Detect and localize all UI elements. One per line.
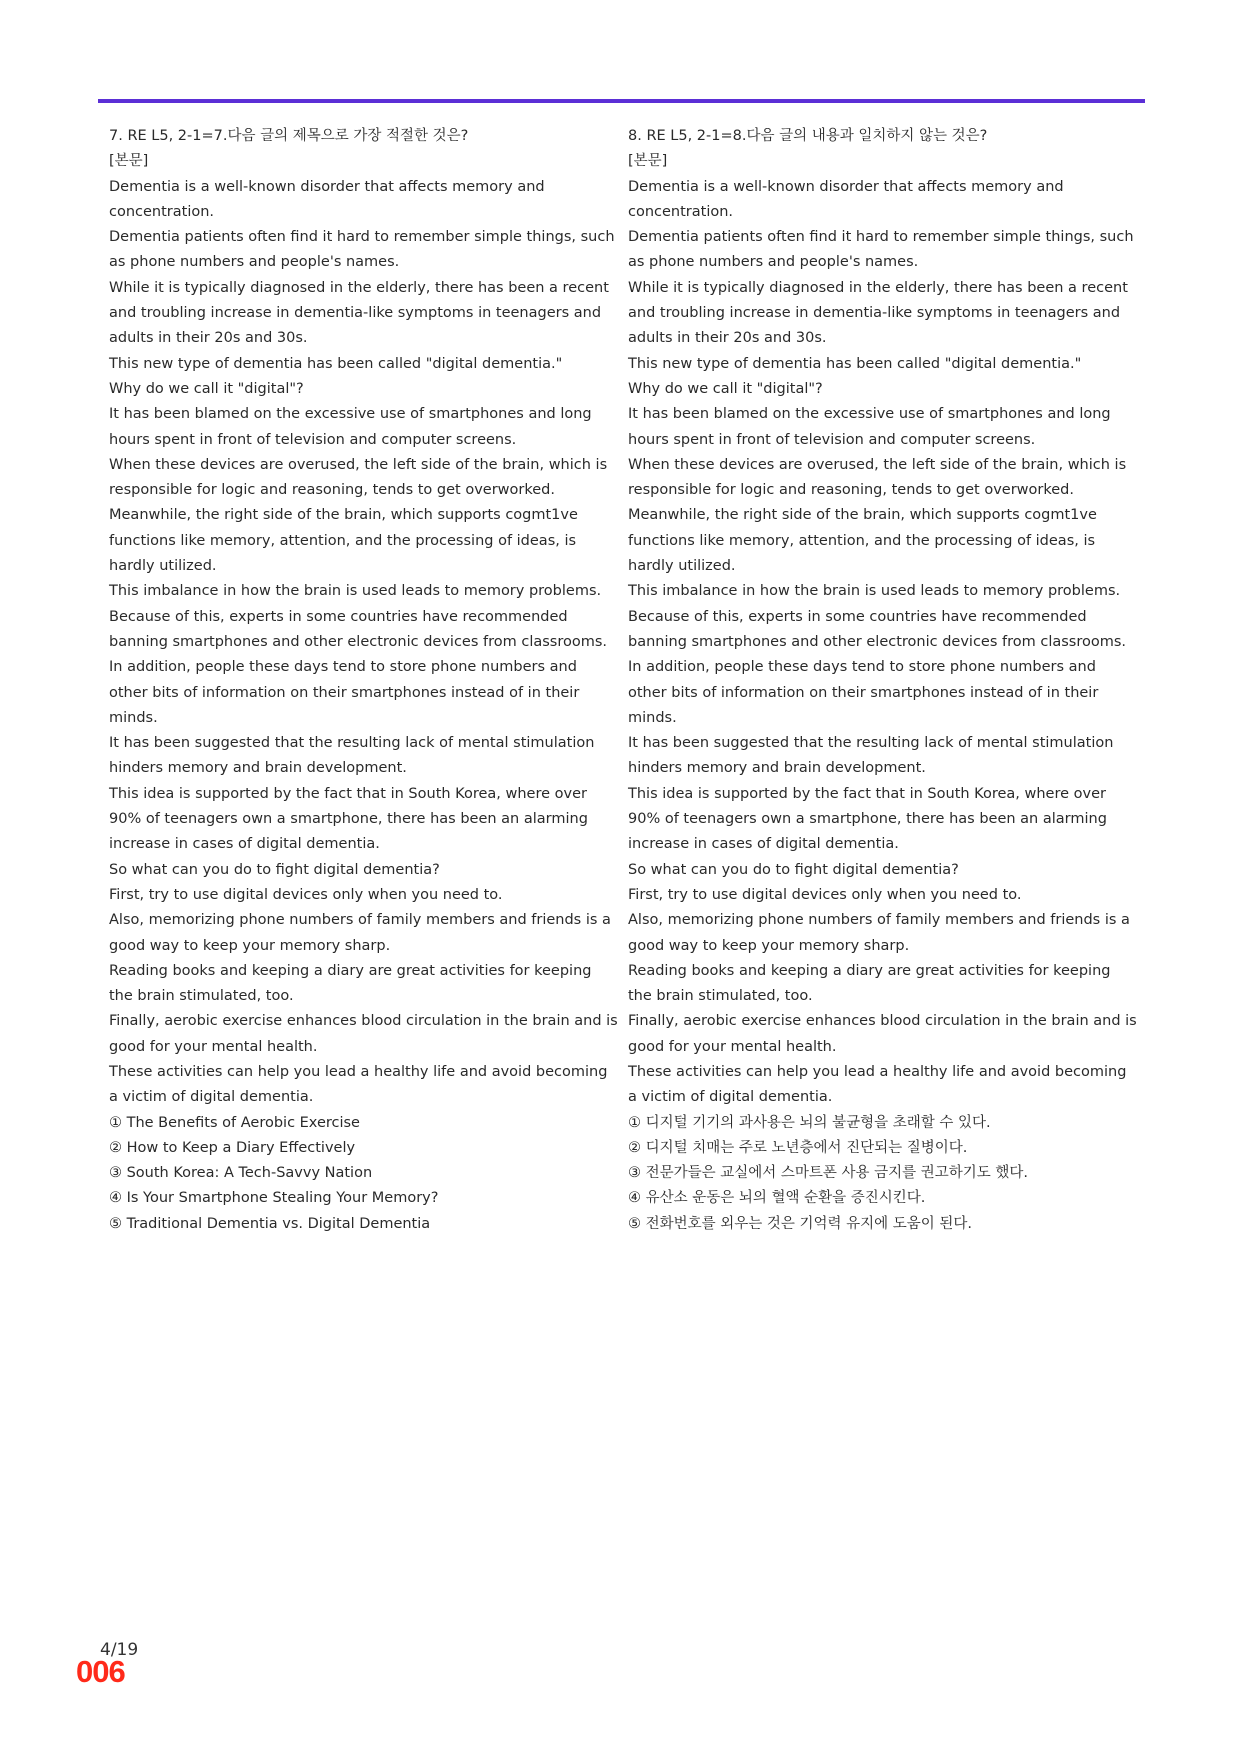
question-title: 7. RE L5, 2-1=7.다음 글의 제목으로 가장 적절한 것은? [109,128,469,144]
passage-paragraph: Because of this, experts in some countries have recommended banning smartphones and other electronic devices from classrooms. [109,608,608,650]
passage-paragraph: So what can you do to fight digital dementia? [628,861,959,878]
question-8-column [628,124,1138,1237]
question-7-column [109,124,619,1237]
choice-3: ③ 전문가들은 교실에서 스마트폰 사용 금지를 권고하기도 했다. [628,1165,1029,1182]
passage-paragraph: While it is typically diagnosed in the elderly, there has been a recent and troubling increase in dementia-like symptoms in teenagers and adults in their 20s and 30s. [628,279,1128,347]
choice-1: ① 디지털 기기의 과사용은 뇌의 불균형을 초래할 수 있다. [628,1114,991,1131]
answer-choices [628,1111,1138,1237]
passage-paragraph: Meanwhile, the right side of the brain, which supports cogmt1ve functions like memory, attention, and the processing of ideas, is hardly utilized. [109,507,578,575]
passage-paragraph: Also, memorizing phone numbers of family members and friends is a good way to keep your memory sharp. [628,912,1130,954]
passage-paragraph: When these devices are overused, the left side of the brain, which is responsible for logic and reasoning, tends to get overworked. [628,456,1127,499]
passage-paragraph: Why do we call it "digital"? [628,380,823,397]
passage-paragraph: This new type of dementia has been called "digital dementia." [628,355,1082,372]
passage-paragraph: It has been suggested that the resulting lack of mental stimulation hinders memory and brain development. [628,735,1114,777]
passage-paragraph: Because of this, experts in some countries have recommended banning smartphones and other electronic devices from classrooms. [628,608,1127,650]
answer-choices [109,1111,619,1237]
passage-paragraph: It has been blamed on the excessive use of smartphones and long hours spent in front of television and computer screens. [109,406,592,448]
passage-body [109,175,619,1111]
passage-paragraph: In addition, people these days tend to store phone numbers and other bits of information on their smartphones instead of in their minds. [109,659,580,726]
choice-4: ④ Is Your Smartphone Stealing Your Memory? [109,1190,439,1207]
choice-1: ① The Benefits of Aerobic Exercise [109,1114,360,1131]
passage-paragraph: This new type of dementia has been called "digital dementia." [109,355,563,372]
passage-paragraph: Finally, aerobic exercise enhances blood circulation in the brain and is good for your mental health. [109,1013,618,1055]
passage-paragraph: These activities can help you lead a healthy life and avoid becoming a victim of digital dementia. [628,1063,1127,1106]
passage-paragraph: Why do we call it "digital"? [109,380,304,397]
passage-paragraph: In addition, people these days tend to store phone numbers and other bits of information on their smartphones instead of in their minds. [628,659,1099,726]
choice-4: ④ 유산소 운동은 뇌의 혈액 순환을 증진시킨다. [628,1190,926,1207]
passage-paragraph: Dementia is a well-known disorder that affects memory and concentration. [628,178,1064,220]
passage-paragraph: When these devices are overused, the left side of the brain, which is responsible for logic and reasoning, tends to get overworked. [109,456,608,499]
passage-paragraph: Reading books and keeping a diary are great activities for keeping the brain stimulated, too. [109,962,592,1005]
choice-2: ② 디지털 치매는 주로 노년층에서 진단되는 질병이다. [628,1139,968,1156]
passage-paragraph: Dementia patients often find it hard to remember simple things, such as phone numbers and people's names. [628,229,1134,271]
passage-paragraph: It has been suggested that the resulting lack of mental stimulation hinders memory and brain development. [109,735,595,777]
choice-2: ② How to Keep a Diary Effectively [109,1139,356,1156]
passage-paragraph: Reading books and keeping a diary are great activities for keeping the brain stimulated, too. [628,962,1111,1005]
passage-paragraph: Finally, aerobic exercise enhances blood circulation in the brain and is good for your mental health. [628,1013,1137,1055]
passage-paragraph: While it is typically diagnosed in the elderly, there has been a recent and troubling increase in dementia-like symptoms in teenagers and adults in their 20s and 30s. [109,279,609,347]
passage-body [628,175,1138,1111]
passage-paragraph: First, try to use digital devices only when you need to. [628,886,1022,903]
page-number: 4/19 [100,1640,139,1660]
choice-5: ⑤ Traditional Dementia vs. Digital Dementia [109,1215,431,1232]
header-rule [98,99,1145,103]
passage-paragraph: Dementia is a well-known disorder that affects memory and concentration. [109,178,545,220]
passage-paragraph: First, try to use digital devices only when you need to. [109,886,503,903]
passage-tag: [본문] [628,153,668,170]
passage-paragraph: This idea is supported by the fact that in South Korea, where over 90% of teenagers own a smartphone, there has been an alarming increase in cases of digital dementia. [628,785,1107,853]
passage-paragraph: Meanwhile, the right side of the brain, which supports cogmt1ve functions like memory, attention, and the processing of ideas, is hardly utilized. [628,507,1097,575]
question-title: 8. RE L5, 2-1=8.다음 글의 내용과 일치하지 않는 것은? [628,128,988,144]
passage-paragraph: So what can you do to fight digital dementia? [109,861,440,878]
passage-paragraph: These activities can help you lead a healthy life and avoid becoming a victim of digital dementia. [109,1063,608,1106]
choice-5: ⑤ 전화번호를 외우는 것은 기억력 유지에 도움이 된다. [628,1215,973,1232]
passage-paragraph: This idea is supported by the fact that in South Korea, where over 90% of teenagers own a smartphone, there has been an alarming increase in cases of digital dementia. [109,785,588,853]
passage-tag: [본문] [109,153,149,170]
passage-paragraph: This imbalance in how the brain is used leads to memory problems. [109,583,602,600]
passage-paragraph: It has been blamed on the excessive use of smartphones and long hours spent in front of television and computer screens. [628,406,1111,448]
choice-3: ③ South Korea: A Tech-Savvy Nation [109,1165,373,1182]
passage-paragraph: This imbalance in how the brain is used leads to memory problems. [628,583,1121,600]
passage-paragraph: Also, memorizing phone numbers of family members and friends is a good way to keep your memory sharp. [109,912,611,954]
passage-paragraph: Dementia patients often find it hard to remember simple things, such as phone numbers and people's names. [109,229,615,271]
page-code: 006 [76,1654,125,1689]
